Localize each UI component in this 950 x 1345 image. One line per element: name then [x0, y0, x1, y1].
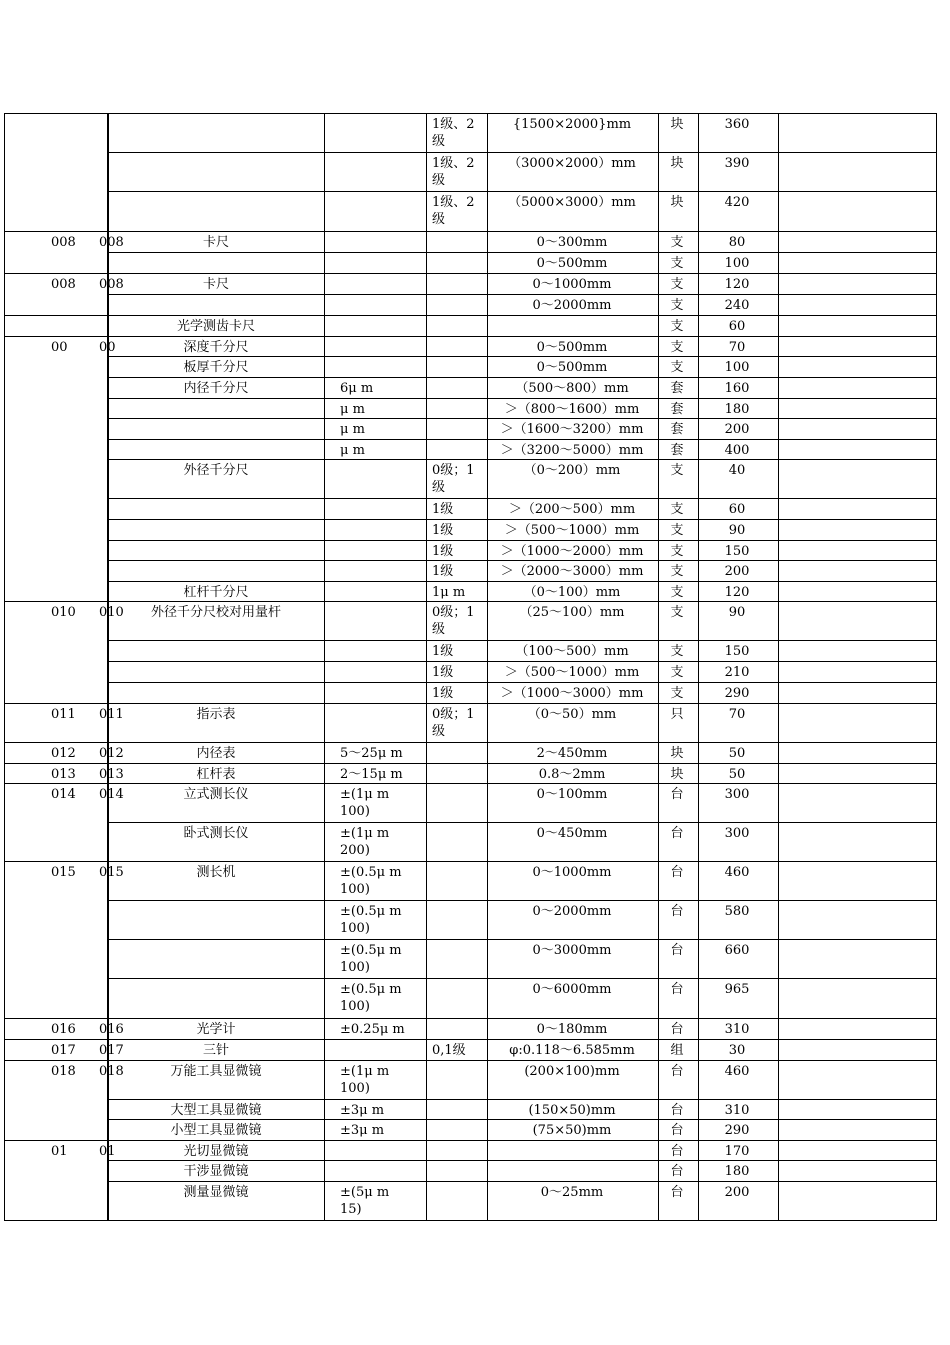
cell-unit: 台: [670, 904, 684, 919]
cell-range: ＞（500～1000）mm: [504, 665, 640, 680]
row-divider: [4, 273, 937, 274]
row-divider: [107, 459, 937, 460]
cell-accuracy: ±3μ m: [340, 1103, 385, 1118]
cell-name: 大型工具显微镜: [170, 1103, 262, 1118]
row-divider: [4, 113, 937, 114]
cell-grade: 1级: [432, 502, 454, 517]
cell-range: 2～450mm: [536, 746, 608, 761]
cell-range: ＞（500～1000）mm: [504, 523, 640, 538]
cell-range: 0～300mm: [536, 235, 608, 250]
row-divider: [107, 418, 937, 419]
cell-grade: 1级、2级: [432, 117, 475, 149]
cell-unit: 支: [670, 319, 684, 334]
cell-unit: 支: [670, 360, 684, 375]
row-divider: [107, 581, 937, 582]
cell-grade: 0级；1级: [432, 605, 475, 637]
row-divider: [4, 1018, 937, 1019]
cell-range: 0～2000mm: [532, 904, 612, 919]
row-divider: [4, 1039, 937, 1040]
row-divider: [107, 978, 937, 979]
grid-line-c4: [487, 113, 488, 1221]
cell-range: 0～180mm: [536, 1022, 608, 1037]
cell-price: 300: [724, 826, 750, 841]
cell-code: 014: [51, 787, 76, 802]
cell-code-2: 014: [99, 787, 124, 802]
cell-range: （100～500）mm: [515, 644, 629, 659]
cell-code-2: 00: [99, 340, 116, 355]
row-divider: [107, 1160, 937, 1161]
row-divider: [4, 742, 937, 743]
cell-unit: 台: [670, 982, 684, 997]
cell-name: 指示表: [196, 707, 236, 722]
grid-line-c3: [426, 113, 427, 1221]
cell-code-2: 015: [99, 865, 124, 880]
cell-unit: 支: [670, 585, 684, 600]
cell-range: 0～1000mm: [532, 865, 612, 880]
cell-accuracy: ±(0.5μ m 100): [340, 865, 402, 897]
row-divider: [107, 1119, 937, 1120]
row-divider: [107, 640, 937, 641]
cell-unit: 支: [670, 256, 684, 271]
cell-unit: 只: [670, 707, 684, 722]
cell-price: 50: [728, 746, 746, 761]
cell-price: 310: [724, 1022, 750, 1037]
cell-price: 40: [728, 463, 746, 478]
cell-unit: 块: [670, 767, 684, 782]
cell-range: （500～800）mm: [515, 381, 629, 396]
cell-range: ＞（1000～3000）mm: [500, 686, 644, 701]
cell-price: 160: [724, 381, 750, 396]
cell-price: 180: [724, 1164, 750, 1179]
cell-range: 0～2000mm: [532, 298, 612, 313]
cell-price: 60: [728, 319, 746, 334]
cell-range: 0～3000mm: [532, 943, 612, 958]
row-divider: [4, 601, 937, 602]
cell-range: ＞（800～1600）mm: [504, 402, 640, 417]
cell-price: 400: [724, 443, 750, 458]
cell-code-2: 008: [99, 277, 124, 292]
cell-grade: 1级: [432, 544, 454, 559]
cell-code: 016: [51, 1022, 76, 1037]
row-divider: [107, 498, 937, 499]
cell-range: φ:0.118～6.585mm: [509, 1043, 635, 1058]
cell-name: 外径千分尺: [183, 463, 249, 478]
row-divider: [107, 252, 937, 253]
cell-price: 200: [724, 1185, 750, 1200]
cell-unit: 台: [670, 1185, 684, 1200]
cell-price: 70: [728, 340, 746, 355]
cell-name: 杠杆千分尺: [183, 585, 249, 600]
cell-price: 170: [724, 1144, 750, 1159]
cell-grade: 0级；1级: [432, 463, 475, 495]
row-divider: [4, 703, 937, 704]
cell-name: 光切显微镜: [183, 1144, 249, 1159]
row-divider: [4, 315, 937, 316]
cell-range: ＞（1600～3200）mm: [500, 422, 644, 437]
cell-unit: 支: [670, 298, 684, 313]
row-divider: [4, 783, 937, 784]
cell-code: 017: [51, 1043, 76, 1058]
cell-unit: 台: [670, 1164, 684, 1179]
cell-code-2: 008: [99, 235, 124, 250]
grid-line-right: [936, 113, 937, 1221]
cell-range: 0～500mm: [536, 360, 608, 375]
cell-name: 板厚千分尺: [183, 360, 249, 375]
cell-grade: 1级、2级: [432, 156, 475, 188]
cell-unit: 套: [670, 422, 684, 437]
cell-unit: 套: [670, 443, 684, 458]
cell-unit: 套: [670, 402, 684, 417]
cell-accuracy: 5～25μ m: [340, 746, 403, 761]
row-divider: [107, 519, 937, 520]
cell-range: 0～500mm: [536, 340, 608, 355]
cell-price: 360: [724, 117, 750, 132]
row-divider: [107, 377, 937, 378]
cell-price: 420: [724, 195, 750, 210]
cell-range: （25～100）mm: [519, 605, 625, 620]
row-divider: [4, 1140, 937, 1141]
cell-grade: 1级: [432, 523, 454, 538]
cell-unit: 支: [670, 564, 684, 579]
row-divider: [4, 231, 937, 232]
cell-price: 70: [728, 707, 746, 722]
cell-unit: 支: [670, 544, 684, 559]
cell-name: 卧式测长仪: [183, 826, 249, 841]
cell-price: 120: [724, 585, 750, 600]
cell-unit: 台: [670, 826, 684, 841]
cell-range: （0～100）mm: [523, 585, 621, 600]
grid-line-c2: [324, 113, 325, 1221]
cell-price: 290: [724, 686, 750, 701]
cell-unit: 块: [670, 117, 684, 132]
cell-code-2: 011: [99, 707, 124, 722]
cell-code: 015: [51, 865, 76, 880]
cell-unit: 支: [670, 235, 684, 250]
cell-accuracy: ±(1μ m 200): [340, 826, 390, 858]
cell-accuracy: ±(1μ m 100): [340, 1064, 390, 1096]
cell-code-2: 016: [99, 1022, 124, 1037]
cell-price: 965: [724, 982, 750, 997]
grid-line-c7: [778, 113, 779, 1221]
row-divider: [107, 398, 937, 399]
cell-price: 460: [724, 1064, 750, 1079]
row-divider: [107, 294, 937, 295]
cell-price: 100: [724, 360, 750, 375]
cell-name: 小型工具显微镜: [170, 1123, 262, 1138]
cell-grade: 0级；1级: [432, 707, 475, 739]
cell-name: 测量显微镜: [183, 1185, 249, 1200]
cell-name: 立式测长仪: [183, 787, 249, 802]
cell-accuracy: ±(1μ m 100): [340, 787, 390, 819]
cell-range: （3000×2000）mm: [508, 156, 636, 171]
cell-unit: 台: [670, 865, 684, 880]
cell-name: 测长机: [196, 865, 236, 880]
cell-unit: 台: [670, 1022, 684, 1037]
cell-price: 390: [724, 156, 750, 171]
cell-range: ＞（3200～5000）mm: [500, 443, 644, 458]
cell-price: 180: [724, 402, 750, 417]
cell-code: 00: [51, 340, 68, 355]
cell-unit: 套: [670, 381, 684, 396]
cell-range: (150×50)mm: [528, 1103, 616, 1118]
cell-code-2: 017: [99, 1043, 124, 1058]
cell-price: 60: [728, 502, 746, 517]
cell-accuracy: μ m: [340, 402, 365, 417]
cell-price: 580: [724, 904, 750, 919]
cell-unit: 支: [670, 502, 684, 517]
cell-unit: 台: [670, 1144, 684, 1159]
cell-unit: 支: [670, 463, 684, 478]
cell-grade: 1μ m: [432, 585, 466, 600]
cell-range: （0～50）mm: [527, 707, 617, 722]
cell-accuracy: ±(0.5μ m 100): [340, 904, 402, 936]
cell-name: 卡尺: [202, 277, 230, 292]
cell-accuracy: 6μ m: [340, 381, 374, 396]
cell-price: 200: [724, 564, 750, 579]
cell-price: 310: [724, 1103, 750, 1118]
cell-name: 深度千分尺: [183, 340, 249, 355]
cell-unit: 块: [670, 746, 684, 761]
grid-line-c6: [698, 113, 699, 1221]
cell-unit: 台: [670, 943, 684, 958]
cell-range: （0～200）mm: [523, 463, 621, 478]
cell-grade: 1级: [432, 686, 454, 701]
cell-price: 100: [724, 256, 750, 271]
cell-name: 光学计: [196, 1022, 236, 1037]
cell-price: 460: [724, 865, 750, 880]
cell-name: 干涉显微镜: [183, 1164, 249, 1179]
cell-grade: 0,1级: [432, 1043, 466, 1058]
cell-unit: 块: [670, 195, 684, 210]
cell-unit: 支: [670, 523, 684, 538]
cell-grade: 1级: [432, 564, 454, 579]
cell-unit: 台: [670, 1103, 684, 1118]
cell-code-2: 012: [99, 746, 124, 761]
row-divider: [107, 540, 937, 541]
cell-code: 012: [51, 746, 76, 761]
cell-price: 120: [724, 277, 750, 292]
cell-price: 80: [728, 235, 746, 250]
cell-code-2: 018: [99, 1064, 124, 1079]
cell-price: 210: [724, 665, 750, 680]
cell-accuracy: ±0.25μ m: [340, 1022, 405, 1037]
cell-code-2: 013: [99, 767, 124, 782]
cell-accuracy: ±(0.5μ m 100): [340, 943, 402, 975]
row-divider: [107, 560, 937, 561]
cell-name: 三针: [202, 1043, 230, 1058]
cell-unit: 支: [670, 277, 684, 292]
row-divider: [4, 861, 937, 862]
cell-name: 杠杆表: [196, 767, 236, 782]
cell-code: 013: [51, 767, 76, 782]
cell-code: 011: [51, 707, 76, 722]
cell-unit: 支: [670, 340, 684, 355]
cell-name: 内径千分尺: [183, 381, 249, 396]
cell-name: 万能工具显微镜: [170, 1064, 262, 1079]
cell-grade: 1级: [432, 665, 454, 680]
cell-code: 008: [51, 277, 76, 292]
cell-code: 010: [51, 605, 76, 620]
cell-unit: 台: [670, 1064, 684, 1079]
cell-accuracy: μ m: [340, 422, 365, 437]
row-divider: [107, 822, 937, 823]
row-divider: [4, 1060, 937, 1061]
cell-price: 290: [724, 1123, 750, 1138]
cell-price: 90: [728, 605, 746, 620]
cell-accuracy: ±(5μ m 15): [340, 1185, 390, 1217]
cell-code-2: 010: [99, 605, 124, 620]
cell-price: 90: [728, 523, 746, 538]
cell-grade: 1级、2级: [432, 195, 475, 227]
cell-accuracy: μ m: [340, 443, 365, 458]
cell-code: 008: [51, 235, 76, 250]
cell-accuracy: 2～15μ m: [340, 767, 403, 782]
cell-range: 0～25mm: [540, 1185, 604, 1200]
cell-price: 30: [728, 1043, 746, 1058]
cell-code: 01: [51, 1144, 68, 1159]
cell-unit: 支: [670, 686, 684, 701]
row-divider: [107, 439, 937, 440]
cell-price: 50: [728, 767, 746, 782]
cell-range: (75×50)mm: [532, 1123, 612, 1138]
cell-name: 内径表: [196, 746, 236, 761]
cell-accuracy: ±3μ m: [340, 1123, 385, 1138]
row-divider: [107, 356, 937, 357]
grid-line-c5: [658, 113, 659, 1221]
cell-price: 200: [724, 422, 750, 437]
row-divider: [107, 152, 937, 153]
cell-range: (200×100)mm: [524, 1064, 620, 1079]
cell-range: ＞（200～500）mm: [508, 502, 636, 517]
row-divider: [4, 336, 937, 337]
cell-range: 0～6000mm: [532, 982, 612, 997]
cell-unit: 支: [670, 605, 684, 620]
cell-range: 0.8～2mm: [538, 767, 606, 782]
cell-unit: 台: [670, 1123, 684, 1138]
cell-price: 240: [724, 298, 750, 313]
cell-code: 018: [51, 1064, 76, 1079]
cell-range: ＞（1000～2000）mm: [500, 544, 644, 559]
cell-accuracy: ±(0.5μ m 100): [340, 982, 402, 1014]
cell-name: 卡尺: [202, 235, 230, 250]
cell-price: 150: [724, 644, 750, 659]
row-divider: [107, 191, 937, 192]
cell-unit: 块: [670, 156, 684, 171]
row-divider: [107, 939, 937, 940]
cell-grade: 1级: [432, 644, 454, 659]
cell-range: 0～1000mm: [532, 277, 612, 292]
cell-unit: 支: [670, 665, 684, 680]
cell-price: 300: [724, 787, 750, 802]
cell-range: ＞（2000～3000）mm: [500, 564, 644, 579]
row-divider: [107, 1181, 937, 1182]
cell-price: 660: [724, 943, 750, 958]
row-divider: [107, 682, 937, 683]
cell-code-2: 01: [99, 1144, 116, 1159]
cell-name: 外径千分尺校对用量杆: [150, 605, 282, 620]
row-divider: [4, 1220, 937, 1221]
row-divider: [4, 763, 937, 764]
cell-range: 0～100mm: [536, 787, 608, 802]
cell-unit: 支: [670, 644, 684, 659]
row-divider: [107, 1099, 937, 1100]
cell-range: 0～450mm: [536, 826, 608, 841]
grid-line-left: [4, 113, 5, 1220]
cell-name: 光学测齿卡尺: [176, 319, 256, 334]
cell-range: {1500×2000}mm: [512, 117, 632, 132]
row-divider: [107, 900, 937, 901]
cell-price: 150: [724, 544, 750, 559]
cell-range: 0～500mm: [536, 256, 608, 271]
row-divider: [107, 661, 937, 662]
cell-unit: 台: [670, 787, 684, 802]
cell-unit: 组: [670, 1043, 684, 1058]
cell-range: （5000×3000）mm: [508, 195, 636, 210]
